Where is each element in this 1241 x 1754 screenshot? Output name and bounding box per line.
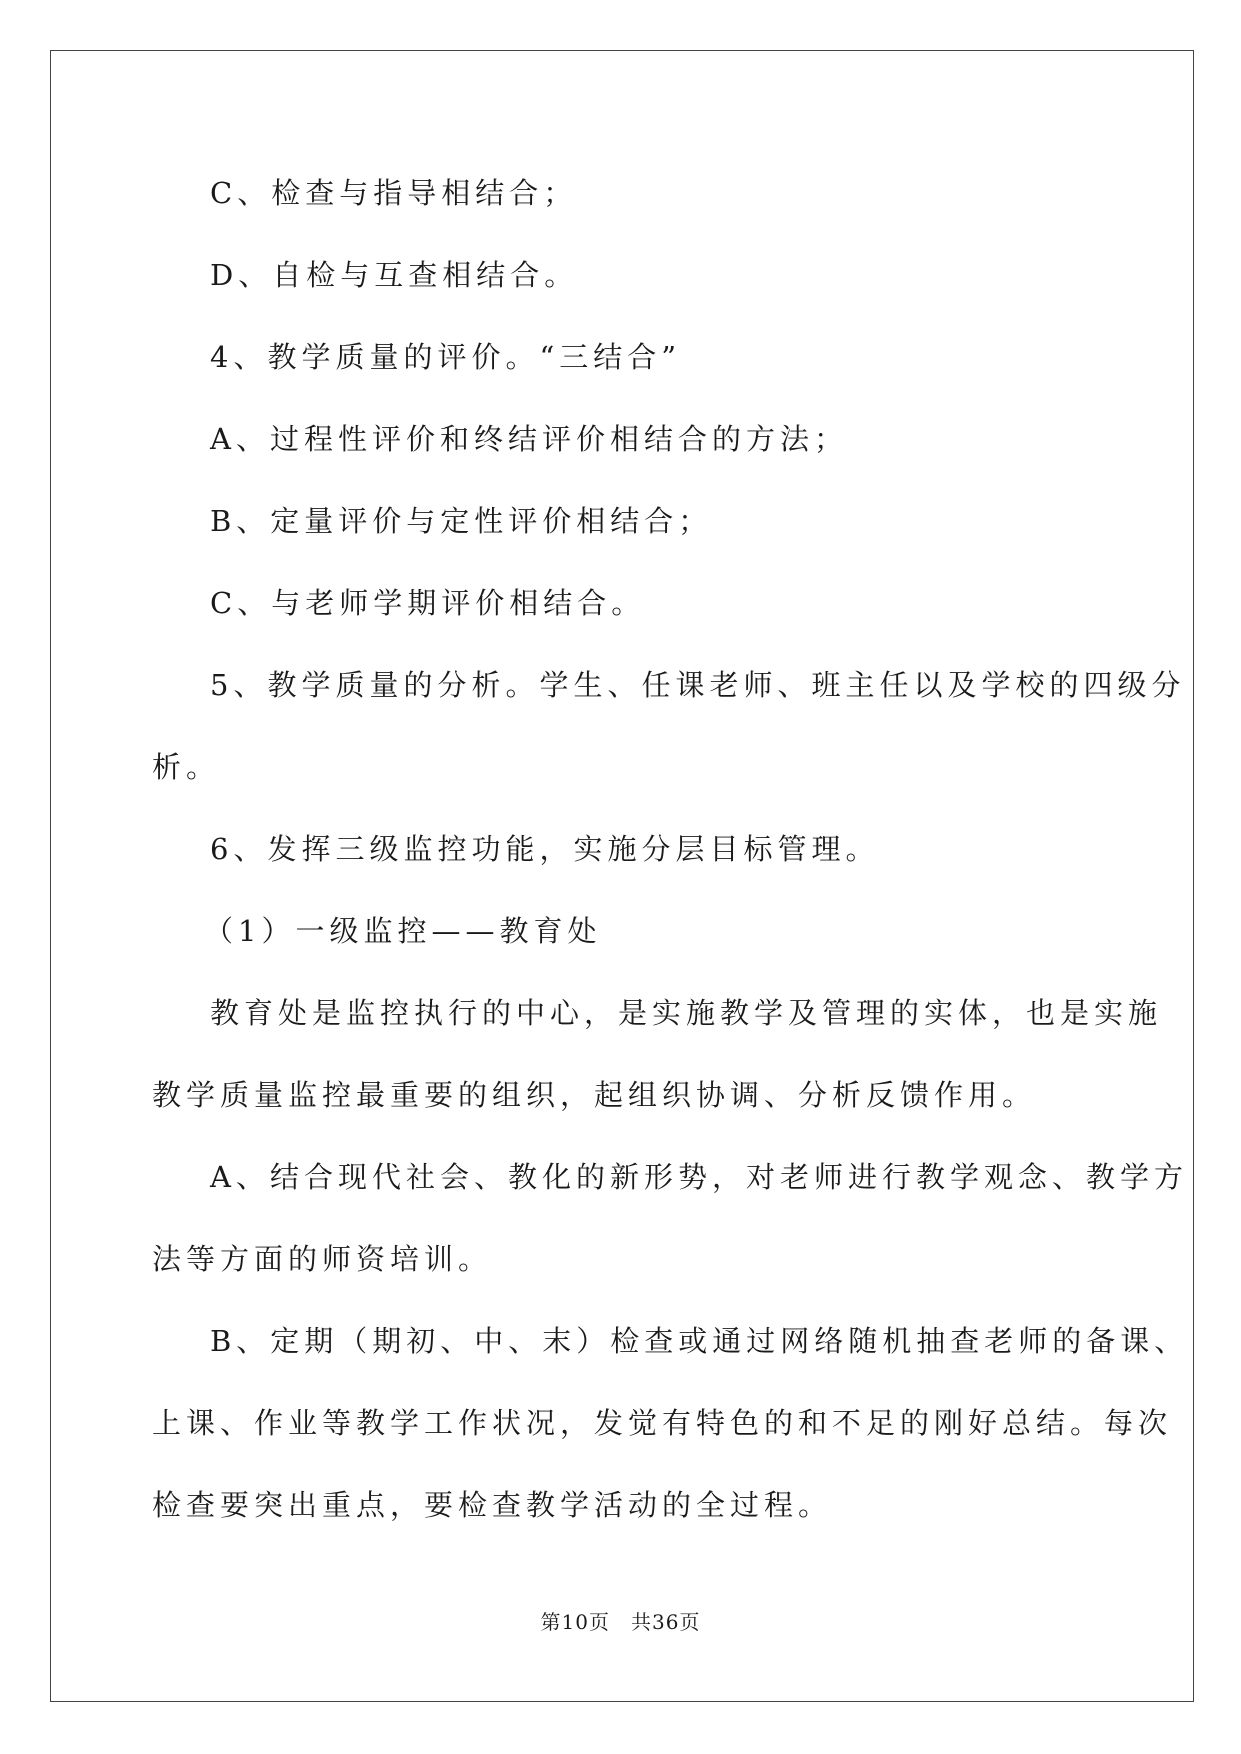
paragraph-line: A、过程性评价和终结评价相结合的方法； xyxy=(210,422,848,456)
paragraph-line: 法等方面的师资培训。 xyxy=(152,1242,493,1276)
paragraph-line: A、结合现代社会、教化的新形势，对老师进行教学观念、教学方 xyxy=(210,1160,1188,1194)
paragraph-line: 4、教学质量的评价。“三结合” xyxy=(210,340,682,374)
paragraph-line: C、与老师学期评价相结合。 xyxy=(210,586,646,620)
paragraph-line: 5、教学质量的分析。学生、任课老师、班主任以及学校的四级分 xyxy=(210,668,1186,702)
paragraph-line: 教学质量监控最重要的组织，起组织协调、分析反馈作用。 xyxy=(152,1078,1037,1112)
paragraph-line: D、自检与互查相结合。 xyxy=(210,258,579,292)
paragraph-line: 6、发挥三级监控功能，实施分层目标管理。 xyxy=(210,832,880,866)
paragraph-line: B、定期（期初、中、末）检查或通过网络随机抽查老师的备课、 xyxy=(210,1324,1189,1358)
paragraph-line: 上课、作业等教学工作状况，发觉有特色的和不足的刚好总结。每次 xyxy=(152,1406,1173,1440)
paragraph-line: B、定量评价与定性评价相结合； xyxy=(210,504,713,538)
paragraph-line: 教育处是监控执行的中心，是实施教学及管理的实体，也是实施 xyxy=(210,996,1163,1030)
paragraph-line: 检查要突出重点，要检查教学活动的全过程。 xyxy=(152,1488,833,1522)
paragraph-line: C、检查与指导相结合； xyxy=(210,176,578,210)
section-heading: （1）一级监控——教育处 xyxy=(204,914,602,948)
paragraph-line: 析。 xyxy=(152,750,221,784)
page-number-footer: 第10页 共36页 xyxy=(540,1610,701,1634)
